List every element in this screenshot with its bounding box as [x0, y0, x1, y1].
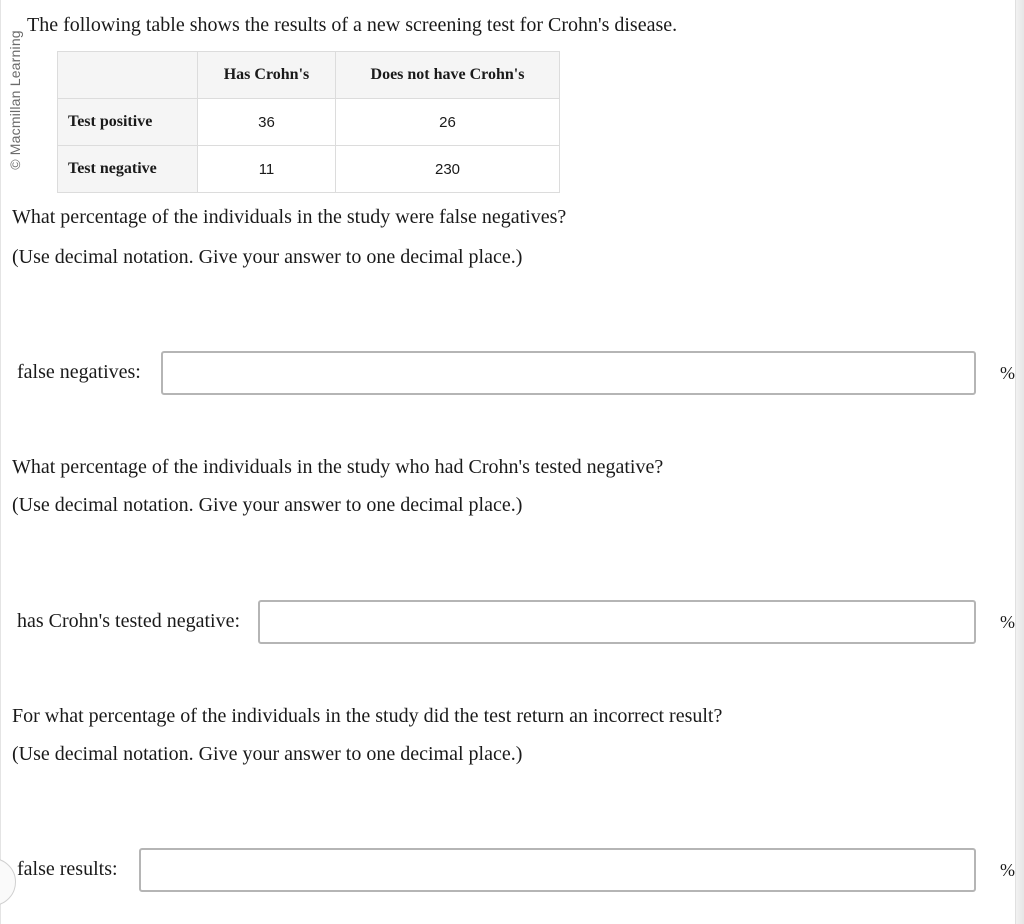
table-row	[58, 146, 560, 193]
cell-positive-not: 26	[336, 99, 560, 146]
false-negatives-label: false negatives:	[17, 361, 141, 383]
row-label-test-positive: Test positive	[58, 99, 198, 146]
left-border	[0, 0, 1, 924]
cell-negative-has: 11	[198, 146, 336, 193]
table-row	[58, 99, 560, 146]
cell-negative-not: 230	[336, 146, 560, 193]
question-3-instruction: (Use decimal notation. Give your answer to one decimal place.)	[12, 743, 523, 765]
crohns-tested-negative-input[interactable]	[258, 600, 976, 644]
column-header-has-crohns: Has Crohn's	[198, 52, 336, 99]
row-label-test-negative: Test negative	[58, 146, 198, 193]
table-header-row	[58, 52, 560, 99]
cell-positive-has: 36	[198, 99, 336, 146]
false-negatives-input[interactable]	[161, 351, 976, 395]
question-2-instruction: (Use decimal notation. Give your answer to one decimal place.)	[12, 494, 523, 516]
question-2-prompt: What percentage of the individuals in the study who had Crohn's tested negative?	[12, 456, 664, 478]
side-tab-handle[interactable]	[0, 858, 16, 906]
scrollbar-track[interactable]	[1015, 0, 1024, 924]
false-results-label: false results:	[17, 858, 118, 880]
false-results-input[interactable]	[139, 848, 976, 892]
copyright-text: © Macmillan Learning	[7, 30, 24, 170]
crohns-tested-negative-label: has Crohn's tested negative:	[17, 610, 240, 632]
percent-unit-2: %	[1000, 612, 1015, 632]
percent-unit-1: %	[1000, 363, 1015, 383]
question-1-prompt: What percentage of the individuals in the study were false negatives?	[12, 206, 567, 228]
intro-text: The following table shows the results of a new screening test for Crohn's disease.	[27, 14, 678, 36]
column-header-no-crohns: Does not have Crohn's	[336, 52, 560, 99]
percent-unit-3: %	[1000, 860, 1015, 880]
question-3-prompt: For what percentage of the individuals in the study did the test return an incorrect result?	[12, 705, 723, 727]
table-corner-cell	[58, 52, 198, 99]
question-1-instruction: (Use decimal notation. Give your answer to one decimal place.)	[12, 246, 523, 268]
results-table	[57, 51, 560, 193]
copyright-notice	[4, 22, 26, 178]
